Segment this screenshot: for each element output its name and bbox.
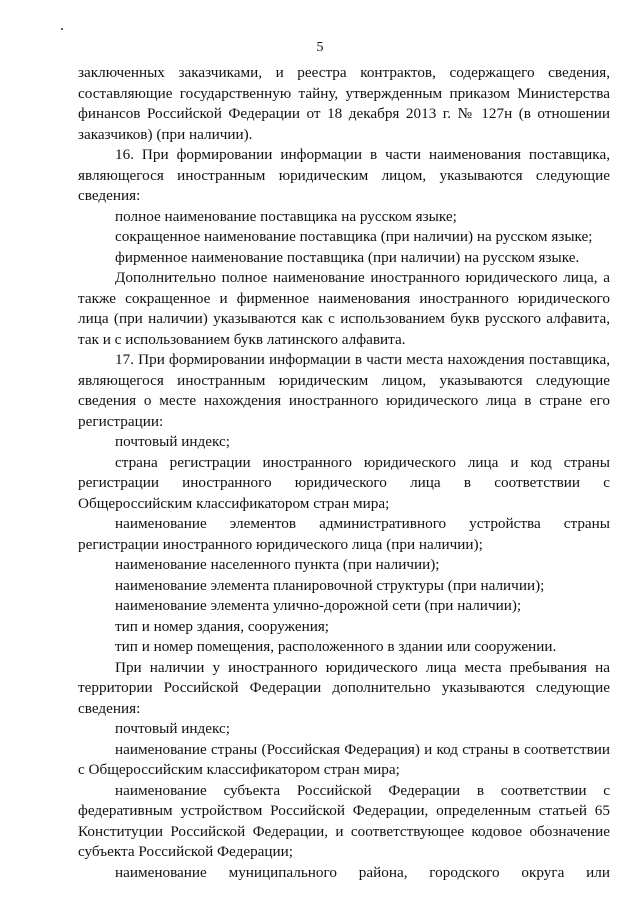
list-item-planning-element: наименование элемента планировочной структуры (при наличии); [115,576,545,594]
list-item-full-name: полное наименование поставщика на русском языке; [115,207,457,225]
paragraph-contract-registry: заключенных заказчиками, и реестра контрактов, содержащего сведения, составляющие государственную тайну, утвержденным приказом Министерства финансов Российской Федерации от 18 декабря 2013 г. № 127н (в отношении заказчиков) (при наличии). [78,64,610,143]
list-item-admin-elements: наименование элементов административного устройства страны регистрации иностранного юридического лица (при наличии); [78,515,610,553]
scan-speck [61,28,63,30]
document-body [78,63,610,883]
list-item-street-element: наименование элемента улично-дорожной сети (при наличии); [115,597,522,614]
list-item-federal-subject: наименование субъекта Российской Федерации в соответствии с федеративным устройством Российской Федерации, определенным статьей 65 Конституции Российской Федерации, и соответствующее кодовое обозначение субъекта Российской Федерации; [78,781,610,860]
list-item-postal-code-ru: почтовый индекс; [115,720,230,737]
list-item-country-ru: наименование страны (Российская Федерация) и код страны в соответствии с Общероссийским классификатором стран мира; [78,740,610,778]
list-item-registration-country: страна регистрации иностранного юридического лица и код страны регистрации иностранного юридического лица в соответствии с Общероссийским классификатором стран мира; [78,453,610,512]
list-item-short-name: сокращенное наименование поставщика (при наличии) на русском языке; [115,228,593,245]
page-number: 5 [316,40,324,55]
list-item-brand-name: фирменное наименование поставщика (при наличии) на русском языке. [115,248,580,266]
paragraph-alphabet-note: Дополнительно полное наименование иностранного юридического лица, а также сокращенное и фирменное наименования иностранного юридического лица (при наличии) указываются как с использованием букв русского алфавита, так и с использованием букв латинского алфавита. [78,269,610,348]
list-item-settlement: наименование населенного пункта (при наличии); [115,556,440,573]
list-item-premises: тип и номер помещения, расположенного в здании или сооружении. [115,638,557,655]
paragraph-clause-16: 16. При формировании информации в части наименования поставщика, являющегося иностранным юридическим лицом, указываются следующие сведения: [78,146,610,204]
list-item-municipal-district: наименование муниципального района, городского округа или [115,863,610,881]
list-item-postal-code: почтовый индекс; [115,433,230,450]
paragraph-russian-stay: При наличии у иностранного юридического лица места пребывания на территории Российской Федерации дополнительно указываются следующие сведения: [78,658,610,717]
list-item-building: тип и номер здания, сооружения; [115,617,330,635]
paragraph-clause-17: 17. При формировании информации в части места нахождения поставщика, являющегося иностранным юридическим лицом, указываются следующие сведения о месте нахождения иностранного юридического лица в стране его регистрации: [78,351,610,430]
